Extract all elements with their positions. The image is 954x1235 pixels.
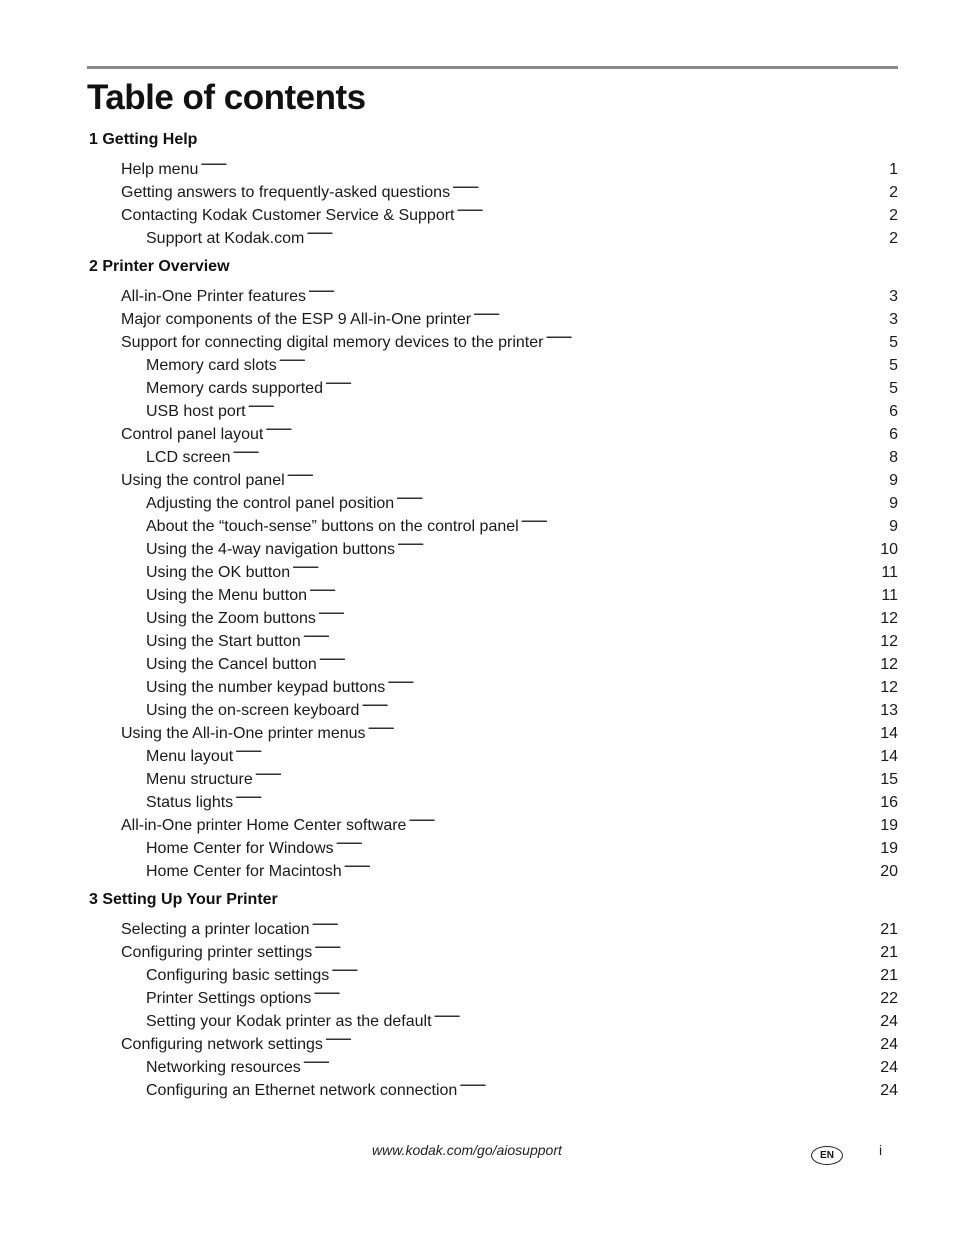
- toc-entry-page: 21: [880, 944, 898, 961]
- toc-entry-title: All-in-One Printer features: [121, 288, 306, 305]
- toc-entry-title: Memory cards supported: [146, 380, 323, 397]
- toc-entry-title: Using the All-in-One printer menus: [121, 725, 366, 742]
- toc-entry-page: 22: [880, 990, 898, 1007]
- page-title: Table of contents: [87, 78, 366, 117]
- toc-entry-title: Using the Start button: [146, 633, 301, 650]
- toc-entry-page: 9: [889, 495, 898, 512]
- toc-entry[interactable]: [121, 278, 898, 305]
- toc-entry-page: 2: [889, 184, 898, 201]
- toc-entry[interactable]: [121, 807, 898, 834]
- toc-entry-page: 9: [889, 518, 898, 535]
- toc-entry-page: 24: [880, 1036, 898, 1053]
- toc-entry[interactable]: [146, 393, 898, 420]
- toc-entry-page: 14: [880, 748, 898, 765]
- dot-leader: [331, 957, 878, 980]
- toc-entry-title: Control panel layout: [121, 426, 264, 443]
- toc-section: [0, 255, 954, 880]
- toc-entry-page: 24: [880, 1059, 898, 1076]
- toc-entry-title: Using the Zoom buttons: [146, 610, 316, 627]
- dot-leader: [452, 174, 887, 197]
- toc-entry[interactable]: [121, 462, 898, 489]
- dot-leader: [344, 853, 879, 876]
- dot-leader: [308, 278, 887, 301]
- section-gap: [0, 243, 954, 255]
- toc-entry-page: 12: [880, 679, 898, 696]
- dot-leader: [457, 197, 888, 220]
- toc-entry-page: 1: [889, 161, 898, 178]
- toc-entry-title: Selecting a printer location: [121, 921, 310, 938]
- toc-entry-title: Using the Menu button: [146, 587, 307, 604]
- toc-entry-page: 16: [880, 794, 898, 811]
- toc-entry-page: 2: [889, 230, 898, 247]
- dot-leader: [408, 807, 878, 830]
- toc-entry-page: 5: [889, 357, 898, 374]
- toc-entry-title: Home Center for Windows: [146, 840, 334, 857]
- toc-entry-page: 10: [880, 541, 898, 558]
- toc-entry-page: 20: [880, 863, 898, 880]
- toc-entry-page: 14: [880, 725, 898, 742]
- toc-entry-title: Home Center for Macintosh: [146, 863, 342, 880]
- top-rule: [87, 66, 898, 69]
- toc-entry-page: 9: [889, 472, 898, 489]
- toc-entry-title: Status lights: [146, 794, 234, 811]
- toc-section: [0, 128, 954, 247]
- toc-entry[interactable]: [146, 439, 898, 466]
- toc-entry-page: 5: [889, 334, 898, 351]
- toc-entry-title: Contacting Kodak Customer Service & Support: [121, 207, 455, 224]
- dot-leader: [473, 301, 887, 324]
- toc-entry-title: Using the OK button: [146, 564, 291, 581]
- toc-entry-title: Using the control panel: [121, 472, 285, 489]
- toc-entry-page: 8: [889, 449, 898, 466]
- toc-entry-page: 12: [880, 610, 898, 627]
- dot-leader: [306, 220, 887, 243]
- footer-url[interactable]: www.kodak.com/go/aiosupport: [372, 1142, 562, 1158]
- dot-leader: [200, 151, 887, 174]
- toc-entry-title: About the “touch-sense” buttons on the control panel: [146, 518, 519, 535]
- dot-leader: [325, 370, 887, 393]
- dot-leader: [397, 531, 878, 554]
- toc-entry-title: Using the on-screen keyboard: [146, 702, 360, 719]
- toc-entry-title: Support for connecting digital memory devices to the printer: [121, 334, 544, 351]
- toc-entry-title: Using the number keypad buttons: [146, 679, 386, 696]
- dot-leader: [325, 1026, 878, 1049]
- toc-entry-title: USB host port: [146, 403, 246, 420]
- toc-entry-page: 12: [880, 633, 898, 650]
- toc-entry[interactable]: [146, 784, 898, 811]
- toc-entry-title: Networking resources: [146, 1059, 301, 1076]
- toc-entry-page: 5: [889, 380, 898, 397]
- toc-entry[interactable]: [121, 174, 898, 201]
- dot-leader: [368, 715, 879, 738]
- toc-entry-title: Major components of the ESP 9 All-in-One printer: [121, 311, 472, 328]
- toc-entry-page: 24: [880, 1013, 898, 1030]
- dot-leader: [279, 347, 887, 370]
- dot-leader: [255, 761, 878, 784]
- toc-entry-title: Getting answers to frequently-asked questions: [121, 184, 451, 201]
- toc-entry-page: 11: [881, 587, 898, 604]
- section-heading[interactable]: 2 Printer Overview: [89, 258, 230, 275]
- toc-entry-page: 3: [889, 311, 898, 328]
- toc-entry-page: 12: [880, 656, 898, 673]
- toc-entry[interactable]: [146, 761, 898, 788]
- dot-leader: [314, 934, 878, 957]
- dot-leader: [232, 439, 887, 462]
- section-heading[interactable]: 3 Setting Up Your Printer: [89, 891, 278, 908]
- dot-leader: [265, 416, 887, 439]
- dot-leader: [319, 646, 878, 669]
- toc-entry[interactable]: [146, 738, 898, 765]
- dot-leader: [235, 784, 878, 807]
- toc-entry-page: 24: [880, 1082, 898, 1099]
- toc-entry[interactable]: [121, 911, 898, 938]
- toc-entry-title: Configuring an Ethernet network connection: [146, 1082, 458, 1099]
- dot-leader: [336, 830, 879, 853]
- toc-entry-page: 3: [889, 288, 898, 305]
- toc-entry-title: Using the 4-way navigation buttons: [146, 541, 396, 558]
- language-badge: EN: [811, 1146, 843, 1165]
- toc-entry-title: Configuring network settings: [121, 1036, 323, 1053]
- toc-entry-title: Configuring basic settings: [146, 967, 330, 984]
- dot-leader: [312, 911, 879, 934]
- toc-entry-page: 6: [889, 403, 898, 420]
- toc-entry-title: Menu structure: [146, 771, 253, 788]
- section-gap: [0, 876, 954, 888]
- dot-leader: [309, 577, 879, 600]
- toc-entry-page: 13: [880, 702, 898, 719]
- toc-entry-page: 11: [881, 564, 898, 581]
- dot-leader: [361, 692, 878, 715]
- section-heading[interactable]: 1 Getting Help: [89, 131, 198, 148]
- dot-leader: [545, 324, 887, 347]
- toc-entry-title: Menu layout: [146, 748, 234, 765]
- toc-entry-title: Configuring printer settings: [121, 944, 313, 961]
- dot-leader: [292, 554, 879, 577]
- toc-entry-title: LCD screen: [146, 449, 231, 466]
- dot-leader: [303, 623, 878, 646]
- dot-leader: [235, 738, 878, 761]
- toc-entry-title: Help menu: [121, 161, 199, 178]
- toc-entry-page: 19: [880, 817, 898, 834]
- toc-entry-title: Adjusting the control panel position: [146, 495, 395, 512]
- dot-leader: [303, 1049, 878, 1072]
- toc-section: [0, 888, 954, 1099]
- toc-entry-title: Using the Cancel button: [146, 656, 317, 673]
- dot-leader: [287, 462, 887, 485]
- toc-entry-title: Support at Kodak.com: [146, 230, 305, 247]
- dot-leader: [313, 980, 878, 1003]
- page-number: i: [879, 1142, 883, 1158]
- toc-entry-page: 21: [880, 921, 898, 938]
- dot-leader: [521, 508, 887, 531]
- dot-leader: [248, 393, 887, 416]
- toc-entry-title: Setting your Kodak printer as the default: [146, 1013, 432, 1030]
- dot-leader: [459, 1072, 878, 1095]
- table-of-contents: [0, 128, 954, 1099]
- toc-entry-page: 2: [889, 207, 898, 224]
- toc-entry-title: Printer Settings options: [146, 990, 312, 1007]
- dot-leader: [434, 1003, 879, 1026]
- dot-leader: [387, 669, 878, 692]
- toc-entry-page: 6: [889, 426, 898, 443]
- toc-entry-title: All-in-One printer Home Center software: [121, 817, 407, 834]
- toc-entry-page: 21: [880, 967, 898, 984]
- dot-leader: [396, 485, 887, 508]
- toc-entry-page: 19: [880, 840, 898, 857]
- toc-entry[interactable]: [121, 151, 898, 178]
- toc-entry-page: 15: [880, 771, 898, 788]
- dot-leader: [318, 600, 878, 623]
- toc-entry-title: Memory card slots: [146, 357, 277, 374]
